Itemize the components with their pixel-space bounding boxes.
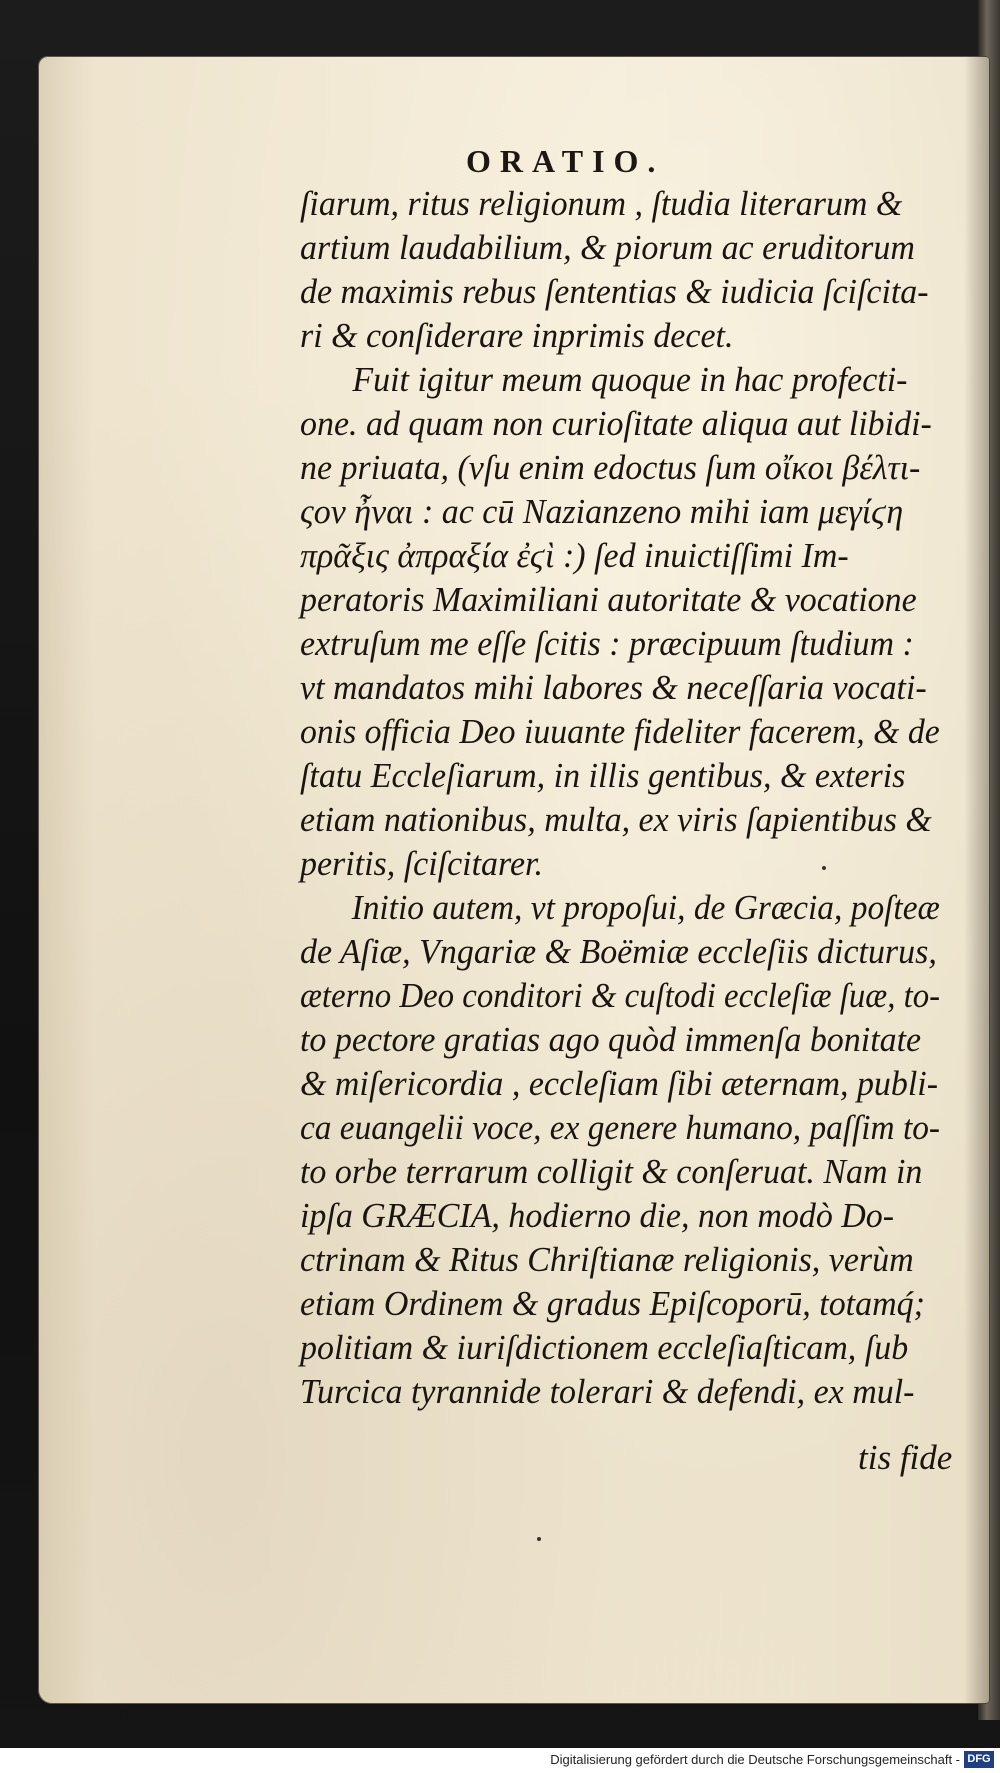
text-block <box>300 182 960 1414</box>
text-line: ne priuata, (vſu enim edoctus ſum οἴκοι βέλτι- <box>300 448 921 487</box>
text-line: ſiarum, ritus religionum , ſtudia literarum & <box>300 184 903 223</box>
gutter-shadow <box>964 56 990 1704</box>
text-line: ſtatu Eccleſiarum, in illis gentibus, & exteris <box>300 756 906 795</box>
text-line: vt mandatos mihi labores & neceſſaria vocati- <box>300 668 927 707</box>
text-line: to orbe terrarum colligit & conſeruat. Nam in <box>300 1152 923 1191</box>
text-line: ca euangelii voce, ex genere humano, paſſim to- <box>300 1108 940 1147</box>
text-line: to pectore gratias ago quòd immenſa bonitate <box>300 1020 922 1059</box>
digitization-footer <box>0 1748 1000 1773</box>
text-line: politiam & iuriſdictionem eccleſiaſticam, ſub <box>300 1328 909 1367</box>
paper-speck <box>822 866 826 870</box>
catchword: tis fide <box>858 1438 953 1477</box>
text-line: onis officia Deo iuuante fideliter facerem, & de <box>300 712 940 751</box>
text-line: peritis, ſciſcitarer. <box>300 844 543 883</box>
text-line: Fuit igitur meum quoque in hac profecti- <box>352 360 908 399</box>
text-line: ipſa GRÆCIA, hodierno die, non modò Do- <box>300 1196 895 1235</box>
text-line: peratoris Maximiliani autoritate & vocatione <box>300 580 917 619</box>
text-line: extruſum me eſſe ſcitis : præcipuum ſtudium : <box>300 624 914 663</box>
text-line: æterno Deo conditori & cuſtodi eccleſiæ ſuæ, to- <box>300 976 941 1015</box>
text-line: Turcica tyrannide tolerari & defendi, ex mul- <box>300 1372 915 1411</box>
text-line: artium laudabilium, & piorum ac eruditorum <box>300 228 915 267</box>
text-line: ri & conſiderare inprimis decet. <box>300 316 734 355</box>
funding-credit: Digitalisierung gefördert durch die Deutsche Forschungsgemeinschaft - <box>550 1752 960 1767</box>
paper-speck <box>537 1537 541 1541</box>
text-line: etiam Ordinem & gradus Epiſcoporū, totamq́; <box>300 1284 925 1323</box>
text-line: one. ad quam non curioſitate aliqua aut libidi- <box>300 404 932 443</box>
text-line: ςον ἦναι : ac cū Nazianzeno mihi iam μεγίϛη <box>300 492 904 531</box>
text-line: etiam nationibus, multa, ex viris ſapientibus & <box>300 800 932 839</box>
text-line: de Aſiæ, Vngariæ & Boëmiæ eccleſiis dicturus, <box>300 932 937 971</box>
text-line: & miſericordia , eccleſiam ſibi æternam, publi- <box>300 1064 939 1103</box>
dfg-logo: DFG <box>964 1751 994 1768</box>
text-line: Initio autem, vt propoſui, de Græcia, poſteæ <box>351 888 940 927</box>
text-line: πρᾶξις ἀπραξία ἐϛὶ :) ſed inuictiſſimi Im- <box>300 536 849 575</box>
running-head: ORATIO. <box>466 143 665 179</box>
text-line: ctrinam & Ritus Chriſtianæ religionis, verùm <box>300 1240 914 1279</box>
text-line: de maximis rebus ſententias & iudicia ſciſcita- <box>300 272 929 311</box>
